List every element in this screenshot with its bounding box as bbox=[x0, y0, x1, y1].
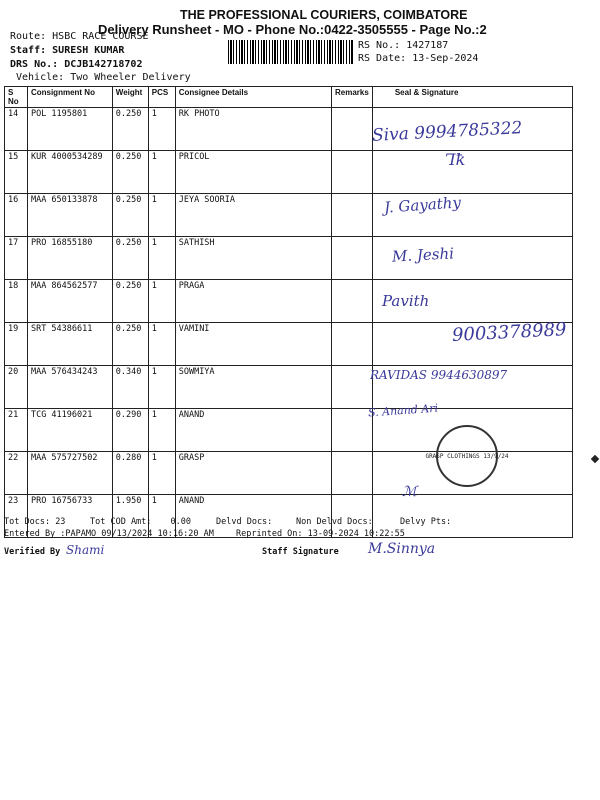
cell-pcs: 1 bbox=[148, 108, 175, 151]
signature-row17: M. Jeshi bbox=[391, 244, 455, 266]
table-row bbox=[5, 151, 573, 194]
cell-consignee: ANAND bbox=[175, 409, 331, 452]
signature-row14: Siva 9994785322 bbox=[371, 118, 523, 146]
barcode bbox=[228, 40, 353, 64]
cell-remarks bbox=[332, 452, 373, 495]
cell-weight: 0.250 bbox=[112, 108, 148, 151]
cell-sno: 17 bbox=[5, 237, 28, 280]
cell-remarks bbox=[332, 194, 373, 237]
delvd-docs-label: Delvd Docs: bbox=[216, 517, 273, 527]
cell-weight: 0.280 bbox=[112, 452, 148, 495]
col-weight: Weight bbox=[112, 87, 148, 108]
vehicle-label: Vehicle: bbox=[16, 72, 65, 83]
staff-value: SURESH KUMAR bbox=[52, 45, 125, 56]
cell-consignment: PRO 16855180 bbox=[27, 237, 112, 280]
staff-line bbox=[10, 45, 124, 56]
signature-row15: Ꞁꝁ bbox=[445, 150, 466, 169]
cell-pcs: 1 bbox=[148, 495, 175, 538]
signature-row21: S. Anand Ari bbox=[367, 401, 439, 420]
route-value: HSBC RACE COURSE bbox=[52, 31, 149, 42]
col-seal-signature: Seal & Signature bbox=[372, 87, 572, 108]
cell-weight: 0.250 bbox=[112, 237, 148, 280]
signature-row19b: 9003378989 bbox=[451, 319, 568, 346]
cell-sno: 19 bbox=[5, 323, 28, 366]
cell-consignee: SOWMIYA bbox=[175, 366, 331, 409]
cell-pcs: 1 bbox=[148, 409, 175, 452]
verifier-signature: Shami bbox=[66, 543, 105, 557]
cell-sno: 22 bbox=[5, 452, 28, 495]
company-title: THE PROFESSIONAL COURIERS, COIMBATORE bbox=[180, 8, 468, 22]
rs-date-line bbox=[358, 53, 478, 64]
delvy-pts-label: Delvy Pts: bbox=[400, 517, 452, 527]
staff-signature-label: Staff Signature bbox=[262, 547, 339, 557]
cell-pcs: 1 bbox=[148, 323, 175, 366]
cell-consignment: KUR 4000534289 bbox=[27, 151, 112, 194]
cell-consignment: MAA 575727502 bbox=[27, 452, 112, 495]
cell-signature bbox=[372, 151, 572, 194]
route-label: Route: bbox=[10, 31, 47, 42]
cell-consignee: PRAGA bbox=[175, 280, 331, 323]
cell-consignment: TCG 41196021 bbox=[27, 409, 112, 452]
table-row bbox=[5, 280, 573, 323]
cell-weight: 0.250 bbox=[112, 280, 148, 323]
cell-consignee: ANAND bbox=[175, 495, 331, 538]
cell-weight: 1.950 bbox=[112, 495, 148, 538]
cell-sno: 15 bbox=[5, 151, 28, 194]
cell-pcs: 1 bbox=[148, 366, 175, 409]
drs-value: DCJB142718702 bbox=[64, 59, 143, 70]
drs-line bbox=[10, 59, 142, 70]
cell-sno: 23 bbox=[5, 495, 28, 538]
table-row bbox=[5, 194, 573, 237]
cell-consignee: RK PHOTO bbox=[175, 108, 331, 151]
cell-remarks bbox=[332, 323, 373, 366]
cell-remarks bbox=[332, 108, 373, 151]
cell-pcs: 1 bbox=[148, 194, 175, 237]
entered-by: Entered By :PAPAMO 09/13/2024 10:16:20 AM bbox=[4, 529, 214, 539]
cell-weight: 0.250 bbox=[112, 194, 148, 237]
cell-remarks bbox=[332, 409, 373, 452]
staff-label: Staff: bbox=[10, 45, 47, 56]
cell-pcs: 1 bbox=[148, 237, 175, 280]
rs-date-label: RS Date: bbox=[358, 53, 407, 64]
stamp-text: GRASP CLOTHINGS 13/9/24 bbox=[425, 452, 509, 460]
cell-sno: 14 bbox=[5, 108, 28, 151]
staff-signature: M.Sinnya bbox=[368, 541, 436, 557]
tot-docs-value: 23 bbox=[55, 517, 66, 527]
cell-consignment: SRT 54386611 bbox=[27, 323, 112, 366]
tot-cod-value: 0.00 bbox=[170, 517, 192, 527]
cell-remarks bbox=[332, 151, 373, 194]
rs-no-value: 1427187 bbox=[406, 40, 449, 51]
cell-weight: 0.250 bbox=[112, 151, 148, 194]
table-row bbox=[5, 237, 573, 280]
cell-weight: 0.340 bbox=[112, 366, 148, 409]
col-pcs: PCS bbox=[148, 87, 175, 108]
cell-consignee: JEYA SOORIA bbox=[175, 194, 331, 237]
totals-line bbox=[4, 517, 65, 527]
signature-row23: ℳ bbox=[402, 484, 417, 500]
cell-consignee: SATHISH bbox=[175, 237, 331, 280]
col-sno: S No bbox=[5, 87, 28, 108]
col-consignment: Consignment No bbox=[27, 87, 112, 108]
company-stamp bbox=[425, 425, 509, 487]
cell-consignment: POL 1195801 bbox=[27, 108, 112, 151]
edge-mark bbox=[591, 455, 599, 463]
cell-remarks bbox=[332, 366, 373, 409]
cell-remarks bbox=[332, 280, 373, 323]
cell-consignment: MAA 864562577 bbox=[27, 280, 112, 323]
cell-weight: 0.290 bbox=[112, 409, 148, 452]
cell-sno: 18 bbox=[5, 280, 28, 323]
signature-row16: J. Gayathy bbox=[383, 193, 462, 217]
non-delvd-docs-label: Non Delvd Docs: bbox=[296, 517, 373, 527]
cell-consignee: VAMINI bbox=[175, 323, 331, 366]
reprinted-on: Reprinted On: 13-09-2024 10:22:55 bbox=[236, 529, 405, 539]
rs-no-label: RS No.: bbox=[358, 40, 401, 51]
rs-date-value: 13-Sep-2024 bbox=[412, 53, 479, 64]
drs-label: DRS No.: bbox=[10, 59, 59, 70]
signature-row19a: Pavith bbox=[382, 292, 430, 310]
col-remarks: Remarks bbox=[332, 87, 373, 108]
table-header-row bbox=[5, 87, 573, 108]
verified-by-label: Verified By bbox=[4, 547, 61, 557]
route-line bbox=[10, 31, 148, 42]
cell-consignment: MAA 576434243 bbox=[27, 366, 112, 409]
vehicle-line bbox=[16, 72, 191, 83]
tot-cod-label: Tot COD Amt: bbox=[90, 517, 152, 527]
cell-sno: 16 bbox=[5, 194, 28, 237]
cell-pcs: 1 bbox=[148, 280, 175, 323]
rs-no-line bbox=[358, 40, 448, 51]
cell-consignee: GRASP bbox=[175, 452, 331, 495]
cell-pcs: 1 bbox=[148, 452, 175, 495]
cell-consignment: PRO 16756733 bbox=[27, 495, 112, 538]
cell-consignment: MAA 650133878 bbox=[27, 194, 112, 237]
signature-row20: RAVIDAS 9944630897 bbox=[370, 368, 508, 382]
runsheet-subtitle: Delivery Runsheet - MO - Phone No.:0422-3505555 - Page No.:2 bbox=[98, 22, 487, 37]
cell-sno: 21 bbox=[5, 409, 28, 452]
tot-cod bbox=[90, 517, 191, 527]
tot-docs-label: Tot Docs: bbox=[4, 517, 51, 527]
cell-pcs: 1 bbox=[148, 151, 175, 194]
cell-weight: 0.250 bbox=[112, 323, 148, 366]
col-consignee: Consignee Details bbox=[175, 87, 331, 108]
vehicle-value: Two Wheeler Delivery bbox=[70, 72, 191, 83]
cell-sno: 20 bbox=[5, 366, 28, 409]
cell-consignee: PRICOL bbox=[175, 151, 331, 194]
cell-remarks bbox=[332, 237, 373, 280]
